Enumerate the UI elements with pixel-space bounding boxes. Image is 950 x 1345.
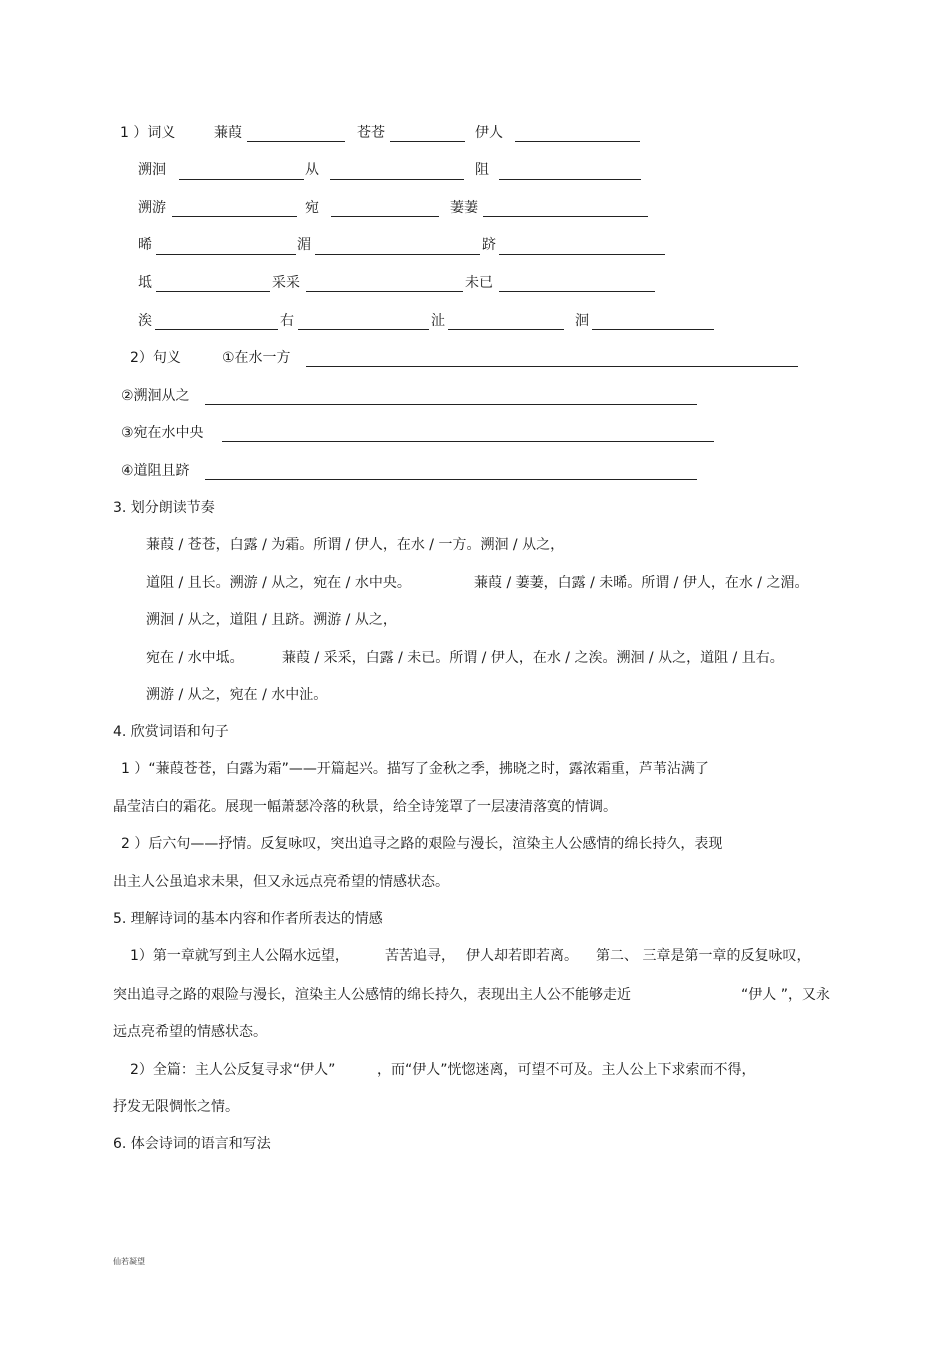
paragraph-line: “伊人 ”，又永 — [741, 987, 830, 1003]
paragraph-line: 远点亮希望的情感状态。 — [113, 1024, 267, 1040]
answer-blank[interactable] — [306, 366, 798, 367]
paragraph-line: 出主人公虽追求未果，但又永远点亮希望的情感状态。 — [113, 874, 449, 890]
sentence-item: ③宛在水中央 — [121, 425, 204, 441]
paragraph-line: 第二、 三章是第一章的反复咏叹， — [596, 948, 811, 964]
language-heading: 6. 体会诗词的语言和写法 — [113, 1136, 271, 1152]
vocab-term: 未已 — [465, 275, 493, 291]
answer-blank[interactable] — [315, 254, 480, 255]
rhythm-line: 溯游 / 从之，宛在 / 水中沚。 — [146, 687, 328, 703]
sentence-item: ①在水一方 — [222, 350, 291, 366]
vocab-term: 坻 — [138, 275, 152, 291]
vocab-term: 晞 — [138, 237, 152, 253]
answer-blank[interactable] — [306, 291, 463, 292]
vocab-term: 蒹葭 — [214, 125, 242, 141]
footer-note: 仙若凝望 — [113, 1257, 145, 1266]
answer-blank[interactable] — [390, 141, 465, 142]
answer-blank[interactable] — [448, 329, 564, 330]
answer-blank[interactable] — [222, 441, 714, 442]
vocab-term: 宛 — [305, 200, 319, 216]
rhythm-line: 道阻 / 且长。溯游 / 从之，宛在 / 水中央。 — [146, 575, 411, 591]
content-heading: 5. 理解诗词的基本内容和作者所表达的情感 — [113, 911, 383, 927]
vocab-term: 伊人 — [475, 125, 503, 141]
answer-blank[interactable] — [179, 179, 304, 180]
rhythm-line: 蒹葭 / 苍苍，白露 / 为霜。所谓 / 伊人，在水 / 一方。溯洄 / 从之， — [146, 537, 565, 553]
answer-blank[interactable] — [592, 329, 714, 330]
paragraph-line: 苦苦追寻， — [385, 948, 455, 964]
paragraph-line: 1）第一章就写到主人公隔水远望， — [130, 948, 349, 964]
vocab-term: 湄 — [297, 237, 311, 253]
vocab-term: 溯洄 — [138, 162, 166, 178]
sentence-heading: 2）句义 — [130, 350, 181, 366]
answer-blank[interactable] — [156, 254, 296, 255]
vocab-heading: 1 ）词义 — [120, 125, 176, 141]
vocab-term: 溯游 — [138, 200, 166, 216]
paragraph-line: ，而“伊人”恍惚迷离，可望不可及。主人公上下求索而不得， — [377, 1062, 756, 1078]
rhythm-heading: 3. 划分朗读节奏 — [113, 500, 215, 516]
answer-blank[interactable] — [205, 479, 697, 480]
appreciation-heading: 4. 欣赏词语和句子 — [113, 724, 229, 740]
rhythm-line: 蒹葭 / 采采，白露 / 未已。所谓 / 伊人，在水 / 之涘。溯洄 / 从之，道阻 / 且右。 — [282, 650, 784, 666]
paragraph-line: 1 ）“蒹葭苍苍，白露为霜”——开篇起兴。描写了金秋之季，拂晓之时，露浓霜重，芦苇沾满了 — [121, 761, 709, 777]
vocab-term: 右 — [280, 313, 294, 329]
paragraph-line: 抒发无限惆怅之情。 — [113, 1099, 239, 1115]
paragraph-line: 突出追寻之路的艰险与漫长，渲染主人公感情的绵长持久，表现出主人公不能够走近 — [113, 987, 631, 1003]
paragraph-line: 晶莹洁白的霜花。展现一幅萧瑟冷落的秋景，给全诗笼罩了一层凄清落寞的情调。 — [113, 799, 617, 815]
answer-blank[interactable] — [499, 291, 655, 292]
paragraph-line: 2）全篇：主人公反复寻求“伊人” — [130, 1062, 336, 1078]
sentence-item: ②溯洄从之 — [121, 388, 190, 404]
answer-blank[interactable] — [331, 216, 439, 217]
answer-blank[interactable] — [330, 179, 464, 180]
answer-blank[interactable] — [298, 329, 429, 330]
rhythm-line: 蒹葭 / 萋萋，白露 / 未晞。所谓 / 伊人，在水 / 之湄。 — [474, 575, 809, 591]
vocab-term: 萋萋 — [450, 200, 478, 216]
vocab-term: 洄 — [575, 313, 589, 329]
vocab-term: 从 — [305, 162, 319, 178]
answer-blank[interactable] — [205, 404, 697, 405]
answer-blank[interactable] — [155, 329, 278, 330]
answer-blank[interactable] — [499, 179, 641, 180]
answer-blank[interactable] — [156, 291, 270, 292]
vocab-term: 沚 — [431, 313, 445, 329]
vocab-term: 采采 — [272, 275, 300, 291]
sentence-item: ④道阻且跻 — [121, 463, 190, 479]
vocab-term: 涘 — [138, 313, 152, 329]
paragraph-line: 2 ）后六句——抒情。反复咏叹，突出追寻之路的艰险与漫长，渲染主人公感情的绵长持久，表现 — [121, 836, 723, 852]
answer-blank[interactable] — [499, 254, 665, 255]
vocab-term: 跻 — [482, 237, 496, 253]
vocab-term: 阻 — [475, 162, 489, 178]
vocab-term: 苍苍 — [357, 125, 385, 141]
answer-blank[interactable] — [172, 216, 297, 217]
answer-blank[interactable] — [515, 141, 640, 142]
rhythm-line: 溯洄 / 从之，道阻 / 且跻。溯游 / 从之， — [146, 612, 397, 628]
answer-blank[interactable] — [247, 141, 345, 142]
answer-blank[interactable] — [483, 216, 648, 217]
paragraph-line: 伊人却若即若离。 — [466, 948, 578, 964]
rhythm-line: 宛在 / 水中坻。 — [146, 650, 244, 666]
